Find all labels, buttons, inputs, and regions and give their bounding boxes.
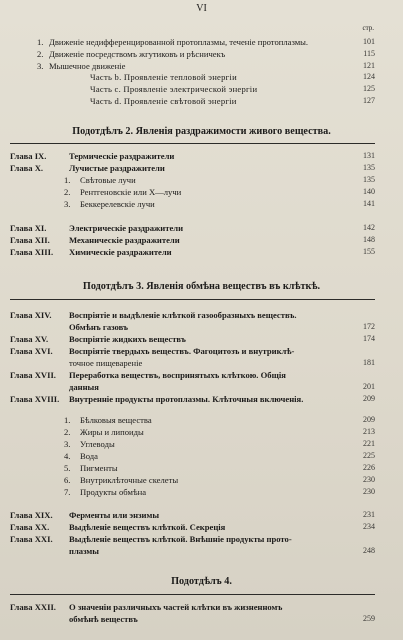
chapter-title: Воспрiятiе жидкихъ веществъ [69, 334, 186, 344]
chapter-title: Выдѣленiе веществъ клѣткой. Секрецiя [69, 522, 226, 532]
toc-entry [0, 48, 403, 60]
part-title: Часть b. Проявленiе тепловой энергiи [90, 72, 237, 82]
chapter-title: Термическiе раздражители [69, 151, 175, 161]
entry-index: 7. [64, 487, 71, 497]
toc-entry [0, 345, 403, 357]
page-ref: 181 [363, 358, 375, 367]
chapter-label: Глава XVI. [10, 346, 53, 356]
section-heading: Подотдѣлъ 3. Явленiя обмѣна веществъ въ клѣткѣ. [82, 281, 321, 292]
toc-entry [0, 186, 403, 198]
chapter-label: Глава XV. [10, 334, 49, 344]
page-ref: 142 [363, 223, 375, 232]
chapter-title: Переработка веществъ, воспринятыхъ клѣткою. Общiя [69, 370, 286, 380]
entry-title: Движенiе посредствомъ жгутиковъ и рѣсничекъ [49, 49, 226, 59]
toc-entry [0, 533, 403, 545]
entry-title: Бѣлковыя вещества [80, 415, 152, 425]
entry-index: 1. [64, 415, 71, 425]
section-divider [10, 299, 375, 300]
toc-entry [0, 234, 403, 246]
chapter-label: Глава XIV. [10, 310, 52, 320]
chapter-title: Ферменты или энзимы [69, 510, 160, 520]
toc-entry [0, 486, 403, 498]
chapter-title: Воспрiятiе твердыхъ веществъ. Фагоцитозъ и внутриклѣ- [69, 346, 295, 356]
entry-title: Внутриклѣточные скелеты [80, 475, 179, 485]
toc-entry [0, 95, 403, 107]
chapter-title: Внутреннiе продукты протоплазмы. Клѣточныя включенiя. [69, 394, 304, 404]
toc-entry [0, 321, 403, 333]
page-ref: 174 [363, 334, 375, 343]
toc-entry [0, 150, 403, 162]
toc-entry [0, 357, 403, 369]
page-ref: 141 [363, 199, 375, 208]
toc-entry [0, 438, 403, 450]
entry-title: Продукты обмѣна [80, 487, 147, 497]
page-ref: 101 [363, 37, 375, 46]
toc-entry [0, 414, 403, 426]
toc-entry [0, 521, 403, 533]
entry-index: 5. [64, 463, 71, 473]
chapter-label: Глава X. [10, 163, 44, 173]
entry-index: 3. [64, 439, 71, 449]
entry-title: Движенiе недифференцированной протоплазмы, теченiе протоплазмы. [49, 37, 309, 47]
chapter-title: Лучистые раздражители [69, 163, 165, 173]
toc-entry [0, 381, 403, 393]
chapter-title-continued: данныя [69, 382, 99, 392]
page-ref: 127 [363, 96, 375, 105]
page-ref: 172 [363, 322, 375, 331]
toc-entry [0, 601, 403, 613]
entry-index: 2. [64, 427, 71, 437]
chapter-title: Химическiе раздражители [69, 247, 172, 257]
page-ref: 230 [363, 487, 375, 496]
toc-entry [0, 222, 403, 234]
chapter-label: Глава XXII. [10, 602, 56, 612]
entry-title: Свѣтовые лучи [80, 175, 136, 185]
toc-entry [0, 83, 403, 95]
part-title: Часть c. Проявленiе электрической энергiи [90, 84, 258, 94]
page-number: VI [196, 3, 207, 14]
page-ref: 121 [363, 61, 375, 70]
page-ref: 131 [363, 151, 375, 160]
chapter-title: Выдѣленiе веществъ клѣткой. Внѣшнiе продукты прото- [69, 534, 292, 544]
entry-index: 3. [64, 199, 71, 209]
entry-title: Беккерелевскiе лучи [80, 199, 155, 209]
page-ref: 201 [363, 382, 375, 391]
toc-entry [0, 333, 403, 345]
chapter-title-continued: обмѣнѣ веществъ [69, 614, 138, 624]
page-ref: 234 [363, 522, 375, 531]
toc-entry [0, 71, 403, 83]
entry-index: 6. [64, 475, 71, 485]
toc-entry [0, 613, 403, 625]
page-ref: 140 [363, 187, 375, 196]
part-title: Часть d. Проявленiе свѣтовой энергiи [90, 96, 237, 106]
page-ref: 248 [363, 546, 375, 555]
toc-entry [0, 246, 403, 258]
section-divider [10, 594, 375, 595]
chapter-label: Глава XI. [10, 223, 47, 233]
chapter-title-continued: точное пищеваренiе [69, 358, 143, 368]
chapter-label: Глава IX. [10, 151, 47, 161]
entry-index: 2. [37, 49, 44, 59]
toc-entry [0, 462, 403, 474]
page-ref: 213 [363, 427, 375, 436]
chapter-title-continued: Обмѣнъ газовъ [69, 322, 129, 332]
page-ref: 231 [363, 510, 375, 519]
chapter-label: Глава XIII. [10, 247, 54, 257]
toc-entry [0, 198, 403, 210]
entry-index: 1. [64, 175, 71, 185]
toc-entry [0, 393, 403, 405]
section-heading: Подотдѣлъ 2. Явленiя раздражимости живого вещества. [72, 126, 331, 137]
chapter-label: Глава XVII. [10, 370, 56, 380]
toc-entry [0, 309, 403, 321]
toc-entry [0, 162, 403, 174]
toc-entry [0, 474, 403, 486]
page-ref: 135 [363, 163, 375, 172]
entry-title: Рентгеновскiе или X—лучи [80, 187, 182, 197]
page-ref: 135 [363, 175, 375, 184]
page-ref: 124 [363, 72, 375, 81]
entry-title: Вода [80, 451, 98, 461]
page-ref: 225 [363, 451, 375, 460]
page-ref: 221 [363, 439, 375, 448]
chapter-title: О значенiи различныхъ частей клѣтки въ жизненномъ [69, 602, 283, 612]
toc-entry [0, 545, 403, 557]
chapter-label: Глава XXI. [10, 534, 53, 544]
chapter-title: Электрическiе раздражители [69, 223, 184, 233]
page-ref: 209 [363, 394, 375, 403]
toc-entry [0, 509, 403, 521]
chapter-label: Глава XVIII. [10, 394, 60, 404]
toc-entry [0, 369, 403, 381]
toc-entry [0, 174, 403, 186]
page-ref: 115 [363, 49, 375, 58]
entry-index: 4. [64, 451, 71, 461]
page-ref: 209 [363, 415, 375, 424]
chapter-title: Механическiе раздражители [69, 235, 180, 245]
toc-entry [0, 426, 403, 438]
entry-title: Жиры и липоиды [80, 427, 144, 437]
entry-title: Мышечное движенiе [49, 61, 126, 71]
entry-index: 1. [37, 37, 44, 47]
chapter-title-continued: плазмы [69, 546, 99, 556]
page-column-label: стр. [362, 24, 374, 32]
chapter-label: Глава XII. [10, 235, 50, 245]
entry-index: 2. [64, 187, 71, 197]
page-ref: 259 [363, 614, 375, 623]
entry-index: 3. [37, 61, 44, 71]
page-ref: 125 [363, 84, 375, 93]
toc-entry [0, 450, 403, 462]
page-ref: 230 [363, 475, 375, 484]
chapter-title: Воспрiятiе и выдѣленiе клѣткой газообразныхъ веществъ. [69, 310, 297, 320]
chapter-label: Глава XIX. [10, 510, 53, 520]
toc-entry [0, 36, 403, 48]
page-ref: 155 [363, 247, 375, 256]
page-ref: 226 [363, 463, 375, 472]
page-ref: 148 [363, 235, 375, 244]
entry-title: Углеводы [80, 439, 115, 449]
chapter-label: Глава XX. [10, 522, 50, 532]
section-divider [10, 143, 375, 144]
entry-title: Пигменты [80, 463, 118, 473]
section-heading: Подотдѣлъ 4. [171, 576, 232, 587]
